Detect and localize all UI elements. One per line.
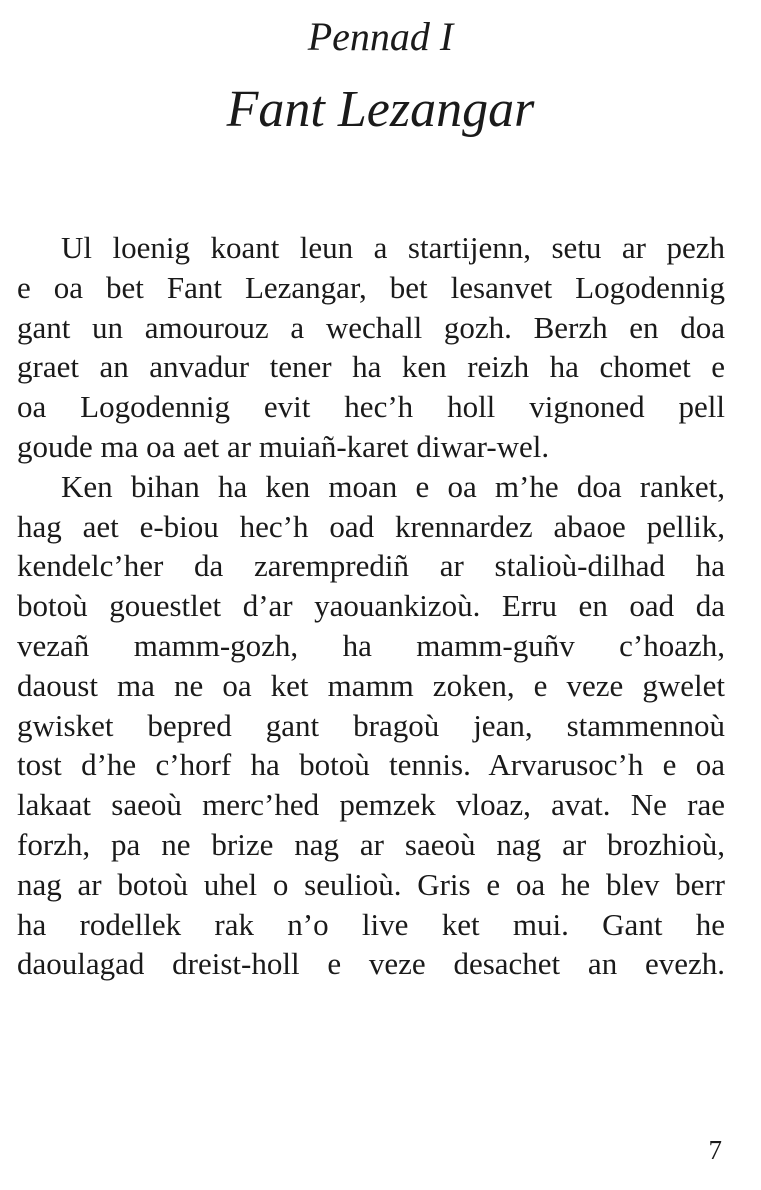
text-line: forzh, pa ne brize nag ar saeoù nag ar brozhioù, xyxy=(17,826,725,862)
chapter-number: Pennad I xyxy=(307,14,454,59)
text-line: Ul loenig koant leun a startijenn, setu ar pezh xyxy=(61,230,725,265)
page-number: 7 xyxy=(708,1135,722,1165)
text-line: e oa bet Fant Lezangar, bet lesanvet Logodennig xyxy=(17,269,725,305)
text-line: daoulagad dreist-holl e veze desachet an evezh. xyxy=(17,946,725,982)
paragraph-2 xyxy=(17,467,725,984)
text-line: tost d’he c’horf ha botoù tennis. Arvarusoc’h e oa xyxy=(17,747,725,783)
text-line: Ken bihan ha ken moan e oa m’he doa ranket, xyxy=(61,468,725,504)
text-line: daoust ma ne oa ket mamm zoken, e veze gwelet xyxy=(17,667,725,703)
text-line: goude ma oa aet ar muiañ-karet diwar-wel. xyxy=(17,428,550,464)
chapter-title: Fant Lezangar xyxy=(226,81,535,138)
text-line: graet an anvadur tener ha ken reizh ha chomet e xyxy=(17,349,725,385)
text-line: gwisket bepred gant bragoù jean, stammennoù xyxy=(17,707,725,743)
text-line: ha rodellek rak n’o live ket mui. Gant he xyxy=(17,906,725,942)
body-text xyxy=(17,228,725,984)
paragraph-1 xyxy=(17,228,725,467)
text-line: oa Logodennig evit hec’h holl vignoned pell xyxy=(17,389,725,425)
text-line: lakaat saeoù merc’hed pemzek vloaz, avat. Ne rae xyxy=(17,787,725,823)
text-line: botoù gouestlet d’ar yaouankizoù. Erru en oad da xyxy=(17,588,725,624)
text-line: kendelc’her da zaremprediñ ar stalioù-dilhad ha xyxy=(17,548,725,584)
text-line: hag aet e-biou hec’h oad krennardez abaoe pellik, xyxy=(17,508,725,544)
text-line: nag ar botoù uhel o seulioù. Gris e oa he blev berr xyxy=(17,866,725,902)
text-line: gant un amourouz a wechall gozh. Berzh en doa xyxy=(17,309,725,345)
text-line: vezañ mamm-gozh, ha mamm-guñv c’hoazh, xyxy=(17,627,725,663)
